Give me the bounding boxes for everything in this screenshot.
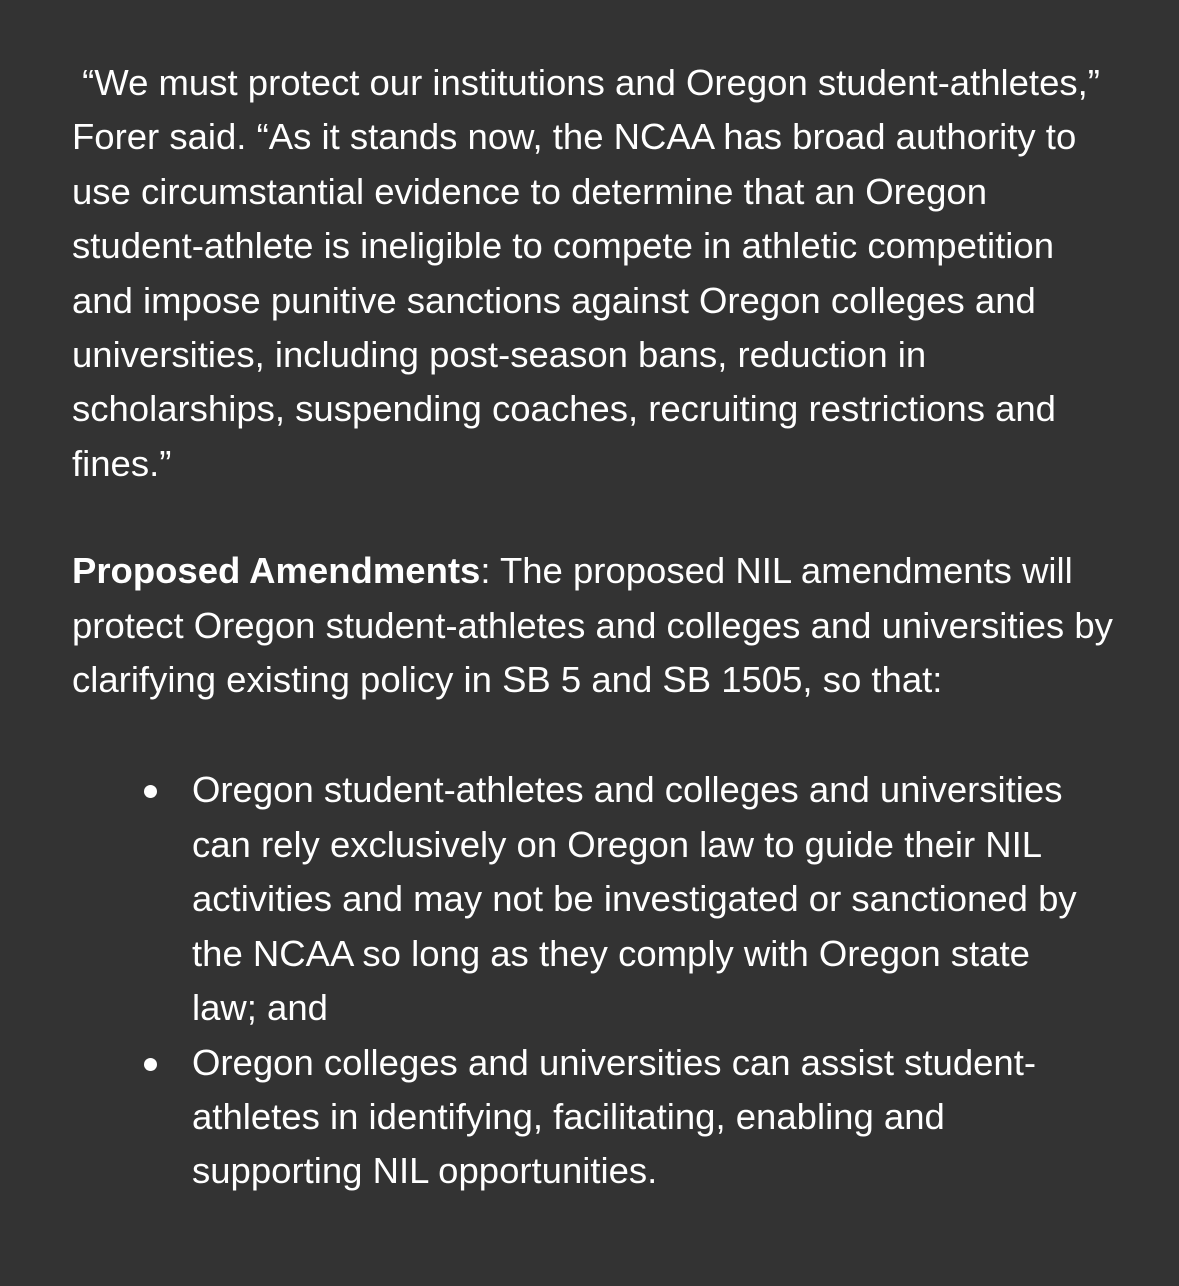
list-item-text: Oregon student-athletes and colleges and universities can rely exclusively on Oregon law to guide their NIL activities and may not be investigated or sanctioned by the NCAA so long as they comply with Oregon state law; and — [192, 769, 1077, 1029]
bullet-dot-icon — [144, 1058, 157, 1071]
list-item — [72, 1036, 1119, 1199]
amendments-bullet-list — [72, 763, 1119, 1198]
heading-separator: : — [480, 550, 491, 592]
list-item — [72, 763, 1119, 1035]
bullet-dot-icon — [144, 785, 157, 798]
amendments-intro-text: The proposed NIL amendments will protect Oregon student-athletes and colleges and universities by clarifying existing policy in SB 5 and SB 1505, so that: — [72, 550, 1113, 701]
list-item-text: Oregon colleges and universities can assist student-athletes in identifying, facilitating, enabling and supporting NIL opportunities. — [192, 1041, 1037, 1192]
forer-quote-paragraph: “We must protect our institutions and Oregon student-athletes,” Forer said. “As it stands now, the NCAA has broad authority to use circumstantial evidence to determine that an Oregon student-athlete is ineligible to compete in athletic competition and impose punitive sanctions against Oregon colleges and universities, including post-season bans, reduction in scholarships, suspending coaches, recruiting restrictions and fines.” — [72, 62, 1100, 484]
proposed-amendments-heading: Proposed Amendments — [72, 550, 481, 592]
proposed-amendments-paragraph — [72, 544, 1119, 707]
